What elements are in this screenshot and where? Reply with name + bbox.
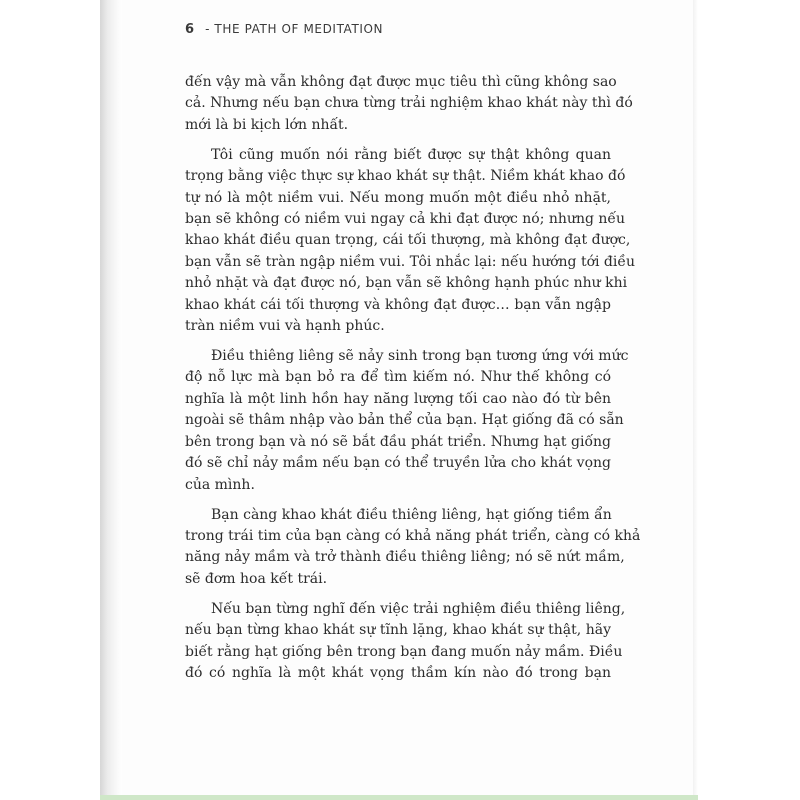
text-line: bạn vẫn sẽ tràn ngập niềm vui. Tôi nhắc lại: nếu hướng tới điều <box>185 253 635 270</box>
text-line: Điều thiêng liêng sẽ nảy sinh trong bạn tương ứng với mức <box>211 348 629 365</box>
text-line: Bạn càng khao khát điều thiêng liêng, hạt giống tiềm ẩn <box>211 506 612 523</box>
paragraph-5 <box>185 599 626 685</box>
text-line: năng nảy mầm và trở thành điều thiêng liêng; nó sẽ nứt mầm, <box>185 549 625 566</box>
paragraph-2 <box>185 145 635 338</box>
running-head <box>185 22 383 37</box>
paragraph-4 <box>185 505 641 591</box>
text-line: trọng bằng việc thực sự khao khát sự thật. Niềm khát khao đó <box>185 168 626 185</box>
spine-shadow <box>100 0 122 800</box>
text-line: đến vậy mà vẫn không đạt được mục tiêu thì cũng không sao <box>185 74 617 90</box>
text-line: cả. Nhưng nếu bạn chưa từng trải nghiệm khao khát này thì đó <box>185 95 633 112</box>
page-number: 6 <box>185 22 195 37</box>
page-edge <box>693 0 698 795</box>
paragraph-1 <box>185 72 633 136</box>
text-line: bạn sẽ không có niềm vui ngay cả khi đạt được nó; nhưng nếu <box>185 211 626 228</box>
text-line: trong trái tim của bạn càng có khả năng phát triển, càng có khả <box>185 527 641 544</box>
paragraph-3 <box>185 346 629 496</box>
bottom-strip <box>100 795 698 800</box>
text-line: khao khát cái tối thượng và không đạt được… bạn vẫn ngập <box>185 296 611 313</box>
text-line: khao khát điều quan trọng, cái tối thượng, mà không đạt được, <box>185 232 631 249</box>
text-line: nhỏ nhặt và đạt được nó, bạn vẫn sẽ không hạnh phúc như khi <box>185 275 628 292</box>
text-line: mới là bi kịch lớn nhất. <box>185 116 349 133</box>
text-line: đó sẽ chỉ nảy mầm nếu bạn có thể truyền lửa cho khát vọng <box>185 455 611 472</box>
text-line: bên trong bạn và nó sẽ bắt đầu phát triển. Nhưng hạt giống <box>185 433 611 450</box>
text-line: Tôi cũng muốn nói rằng biết được sự thật không quan <box>211 146 611 163</box>
text-line: của mình. <box>185 476 255 493</box>
text-line: nếu bạn từng khao khát sự tĩnh lặng, khao khát sự thật, hãy <box>185 622 611 639</box>
text-line: tràn niềm vui và hạnh phúc. <box>185 318 385 335</box>
text-line: nghĩa là một linh hồn hay năng lượng tối cao nào đó từ bên <box>185 390 611 407</box>
body-text <box>185 72 641 693</box>
text-line: ngoài sẽ thâm nhập vào bản thể của bạn. Hạt giống đã có sẵn <box>185 412 624 429</box>
text-line: Nếu bạn từng nghĩ đến việc trải nghiệm điều thiêng liêng, <box>211 600 626 617</box>
text-line: đó có nghĩa là một khát vọng thầm kín nào đó trong bạn <box>185 664 611 681</box>
text-line: biết rằng hạt giống bên trong bạn đang muốn nảy mầm. Điều <box>185 643 623 660</box>
text-line: độ nỗ lực mà bạn bỏ ra để tìm kiếm nó. Như thế không có <box>185 369 611 386</box>
running-title: - THE PATH OF MEDITATION <box>205 22 384 36</box>
text-line: sẽ đơm hoa kết trái. <box>185 570 328 587</box>
text-line: tự nó là một niềm vui. Nếu mong muốn một điều nhỏ nhặt, <box>185 189 611 206</box>
